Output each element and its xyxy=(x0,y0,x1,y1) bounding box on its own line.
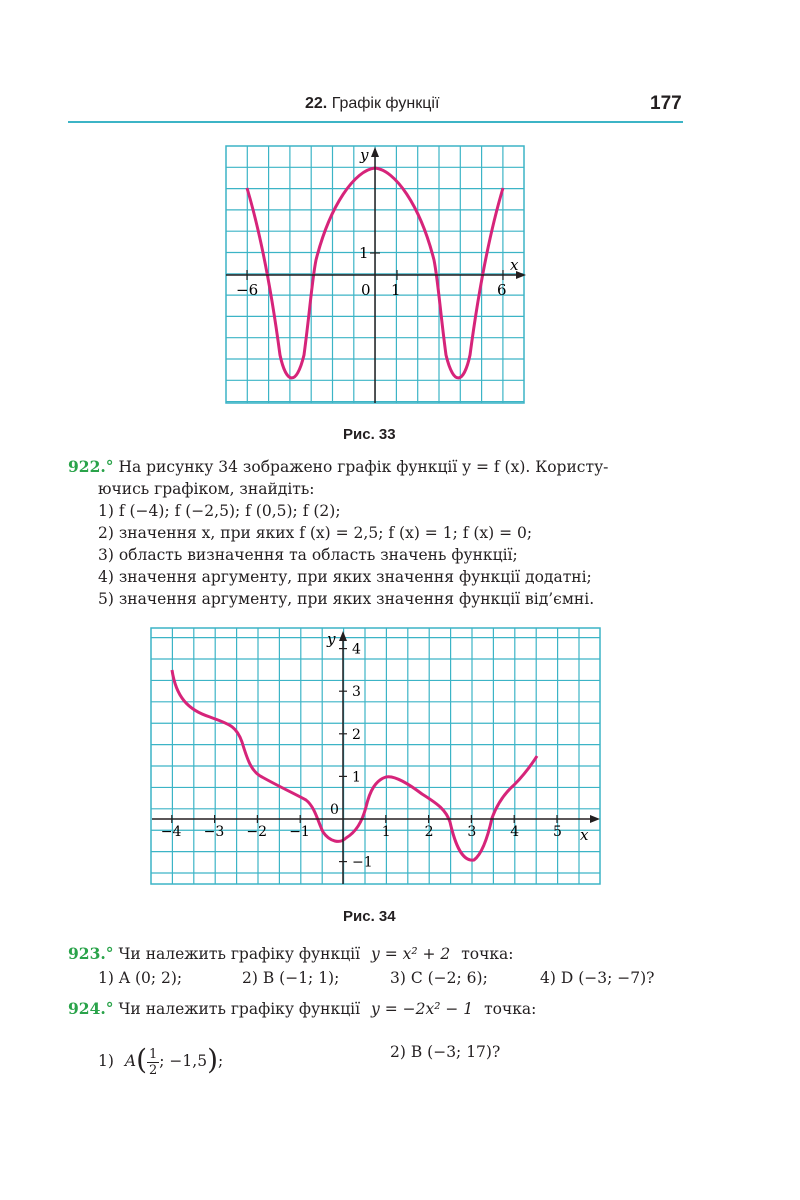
task-924-option-1-end: ; xyxy=(218,1052,224,1070)
task-922-intro-1: На рисунку 34 зображено графік функції y = f (x). Користу- xyxy=(118,458,609,476)
task-922-intro-2: ючись графіком, знайдіть: xyxy=(98,480,315,498)
task-923-option-3: 3) C (−2; 6); xyxy=(390,969,488,987)
figure-34-y-tick-label: 1 xyxy=(352,769,361,786)
page-header xyxy=(0,95,800,115)
figure-34-x-label: x xyxy=(580,826,589,844)
figure-34-y-tick-label: 4 xyxy=(352,641,361,658)
task-923-text-after: точка: xyxy=(461,945,514,963)
figure-33-caption: Рис. 33 xyxy=(343,426,396,443)
task-922-item-3: 3) область визначення та область значень функції; xyxy=(98,546,518,564)
task-922-item-4: 4) значення аргументу, при яких значення функції додатні; xyxy=(98,568,592,586)
task-922-item-2: 2) значення x, при яких f (x) = 2,5; f (x) = 1; f (x) = 0; xyxy=(98,524,533,542)
task-924-fraction-numerator: 1 xyxy=(149,1046,158,1062)
figure-34-x-tick-label: 5 xyxy=(553,824,562,840)
figure-34-x-tick-label: −4 xyxy=(160,824,182,840)
figure-33-tick-6: 6 xyxy=(497,281,507,299)
page-number: 177 xyxy=(650,93,682,114)
figure-34-y-tick-label: 3 xyxy=(352,684,361,701)
figure-34-x-tick-label: −1 xyxy=(289,824,310,840)
section-title xyxy=(305,95,439,113)
task-924-number: 924.° xyxy=(68,999,114,1018)
figure-33-tick-1y: 1 xyxy=(359,244,369,262)
header-rule xyxy=(68,121,683,123)
task-923-option-1: 1) A (0; 2); xyxy=(98,969,183,987)
section-title-text: Графік функції xyxy=(331,95,440,112)
figure-34-grid xyxy=(151,628,600,884)
task-924-option-1-rest: ; −1,5 xyxy=(159,1052,208,1070)
figure-34-x-arrow-icon xyxy=(590,815,600,823)
task-924-option-2: 2) B (−3; 17)? xyxy=(390,1043,501,1061)
figure-33-y-label: y xyxy=(360,146,369,164)
task-924-text: Чи належить графіку функції xyxy=(118,1000,361,1018)
task-922-item-5: 5) значення аргументу, при яких значення функції від’ємні. xyxy=(98,590,595,608)
figure-34-x-tick-label: 1 xyxy=(381,824,391,840)
figure-34-y-label: y xyxy=(327,630,336,648)
figure-33-tick-neg6: −6 xyxy=(236,281,259,299)
section-number: 22. xyxy=(305,95,328,112)
task-922 xyxy=(68,456,708,610)
figure-34-y-tick-label: −1 xyxy=(352,854,373,871)
figure-34-x-tick-label: 3 xyxy=(467,824,477,840)
figure-34-x-tick-label: 4 xyxy=(510,824,520,840)
task-924-text-after: точка: xyxy=(484,1000,537,1018)
figure-34-y-tick-label: 2 xyxy=(352,726,361,743)
figure-33-x-label: x xyxy=(510,256,519,274)
figure-34 xyxy=(0,622,800,892)
task-923 xyxy=(68,943,708,965)
figure-33-tick-1x: 1 xyxy=(391,281,401,299)
figure-34-x-tick-label: −3 xyxy=(203,824,225,840)
task-923-option-2: 2) B (−1; 1); xyxy=(242,969,340,987)
figure-34-ticks xyxy=(161,642,562,871)
figure-34-x-tick-label: −2 xyxy=(246,824,268,840)
figure-34-y-arrow-icon xyxy=(339,631,347,641)
figure-34-x-tick-label: 2 xyxy=(424,824,434,840)
task-923-option-4: 4) D (−3; −7)? xyxy=(540,969,655,987)
figure-33-y-arrow-icon xyxy=(371,147,379,157)
task-922-number: 922.° xyxy=(68,457,114,476)
task-922-item-1: 1) f (−4); f (−2,5); f (0,5); f (2); xyxy=(98,502,341,520)
figure-34-caption: Рис. 34 xyxy=(343,908,396,925)
task-923-text: Чи належить графіку функції xyxy=(118,945,361,963)
task-924 xyxy=(68,998,708,1020)
task-924-option-1-prefix: 1) xyxy=(98,1052,114,1070)
task-924-option-1: 1) A( $\frac{1}{2}$ ; −1,5); xyxy=(98,1043,224,1078)
figure-33-tick-0: 0 xyxy=(361,281,371,299)
task-923-formula: y = x² + 2 xyxy=(371,945,451,963)
figure-34-frame xyxy=(151,628,600,884)
task-924-fraction-denominator: 2 xyxy=(149,1062,158,1078)
figure-34-origin: 0 xyxy=(330,802,339,818)
task-923-number: 923.° xyxy=(68,944,114,963)
task-924-formula: y = −2x² − 1 xyxy=(371,1000,474,1018)
task-924-option-1-point: A xyxy=(124,1052,137,1070)
